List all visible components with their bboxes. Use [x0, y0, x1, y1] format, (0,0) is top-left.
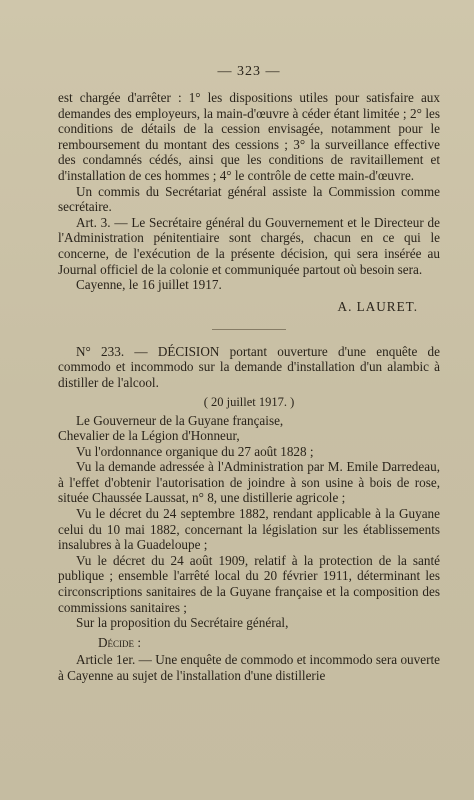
vu-line-1: Vu l'ordonnance organique du 27 août 1828 ;	[76, 443, 314, 459]
decide-label: Décide :	[98, 634, 141, 650]
paragraph-1: est chargée d'arrêter : 1° les dispositions utiles pour satisfaire aux demandes des employeurs, la main-d'œuvre à céder étant limitée ; 2° les conditions de détails de la cession envisagée, notamment pour le remboursement du montant des cessions ; 3° la surveillance effective des condamnés cédés, ainsi que les conditions de ravitaillement et d'installation de ces hommes ; 4° le contrôle de cette main-d'œuvre.	[58, 90, 440, 183]
article-1: Article 1er. — Une enquête de commodo et incommodo sera ouverte à Cayenne au sujet de l'installation d'une distillerie	[58, 652, 440, 683]
paragraph-article-3: Art. 3. — Le Secrétaire général du Gouvernement et le Directeur de l'Administration pénitentiaire sont chargés, chacun en ce qui le concerne, de l'exécution de la présente décision, qui sera insérée au Journal officiel de la colonie et communiquée partout où besoin sera.	[58, 214, 440, 277]
chevalier-line: Chevalier de la Légion d'Honneur,	[58, 428, 240, 444]
separator-rule	[212, 329, 286, 330]
vu-line-3: Vu le décret du 24 septembre 1882, rendant applicable à la Guyane celui du 10 mai 1882, concernant la législation sur les établissements insalubres à la Guadeloupe ;	[58, 506, 440, 553]
decision-heading: N° 233. — DÉCISION portant ouverture d'une enquête de commodo et incommodo sur la demande d'installation d'un alambic à distiller de l'alcool.	[58, 343, 440, 390]
decision-date: ( 20 juillet 1917. )	[203, 394, 295, 409]
decision-section	[58, 344, 440, 684]
signature: A. LAURET.	[337, 298, 418, 314]
governor-line: Le Gouverneur de la Guyane française,	[76, 412, 284, 428]
vu-line-2: Vu la demande adressée à l'Administration par M. Emile Darredeau, à l'effet d'obtenir l'autorisation de joindre à son usine à bois de rose, située Chaussée Laussat, n° 8, une distillerie agricole ;	[58, 459, 440, 506]
paragraph-2: Un commis du Secrétariat général assiste la Commission comme secrétaire.	[58, 183, 440, 215]
vu-line-4: Vu le décret du 24 août 1909, relatif à la protection de la santé publique ; ensemble l'arrêté local du 20 février 1911, déterminant les circonscriptions sanitaires de la Guyane française et la composition des commissions sanitaires ;	[58, 552, 440, 615]
place-date: Cayenne, le 16 juillet 1917.	[76, 277, 222, 293]
proposition-line: Sur la proposition du Secrétaire général,	[76, 615, 289, 631]
page-number: — 323 —	[217, 64, 281, 79]
